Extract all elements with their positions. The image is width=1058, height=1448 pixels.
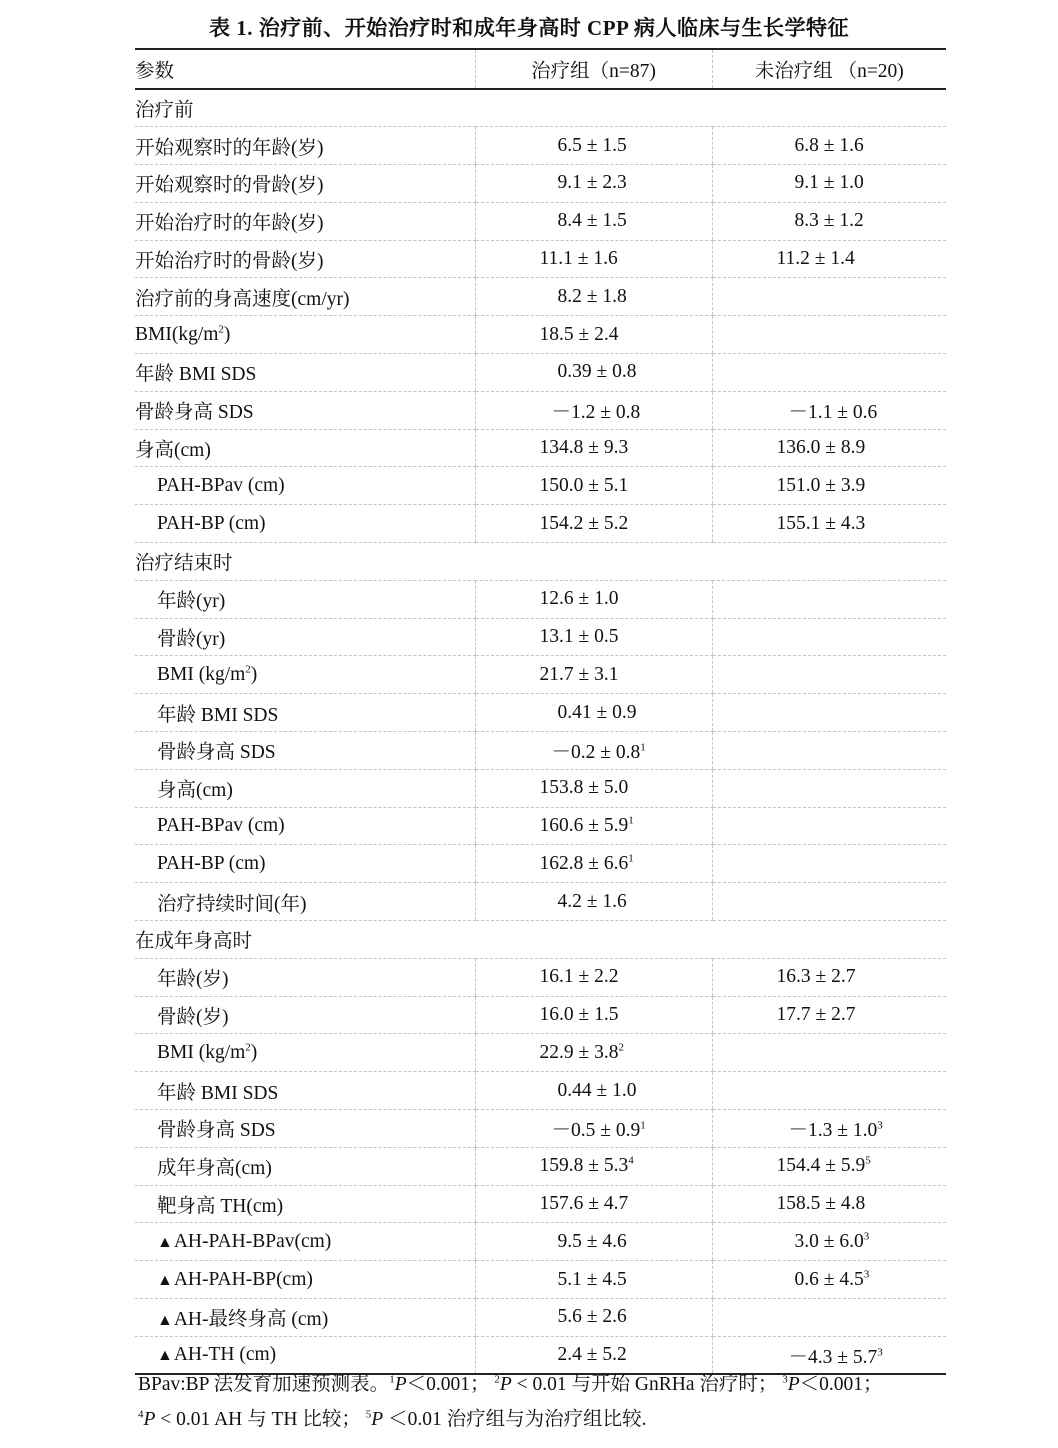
untreated-value-cell [712,316,946,354]
parameter-label: 年龄 BMI SDS [157,704,279,726]
value-superscript: 5 [865,1154,871,1167]
table-row [135,656,946,694]
treated-value-cell [475,1072,712,1110]
treated-value-cell [475,1261,712,1299]
parameter-label: BMI $(kg/m^2)$ [157,663,258,685]
untreated-value-cell [712,883,946,921]
parameter-label: AH-最终身高 (cm) [173,1309,329,1331]
section-row [135,89,946,127]
footnote-line-2: $^4$P < 0.01 AH 与 TH 比较； $^5$P ＜0.01 治疗组与为治疗组比较. [138,1408,647,1430]
untreated-value-cell [712,845,946,883]
parameter-cell [135,1223,475,1261]
value-text: 151.0 ± 3.9 [776,474,866,496]
value-text: 18.5 ± 2.4 [539,323,619,345]
value-text: 0.6 ± 4.5 [794,1268,864,1290]
untreated-value-cell [712,769,946,807]
table-row [135,618,946,656]
treated-value-cell [475,1223,712,1261]
parameter-cell [135,1110,475,1148]
table-row [135,732,946,770]
parameter-label: 骨龄身高 SDS [157,1120,276,1142]
untreated-value-cell [712,278,946,316]
untreated-value-cell [712,1261,946,1299]
value-text: 13.1 ± 0.5 [539,626,619,648]
parameter-cell [135,1299,475,1337]
parameter-label: 年龄(岁) [157,969,229,991]
parameter-label: 骨龄身高 SDS [157,742,276,764]
parameter-label: 身高(cm) [135,440,211,462]
untreated-value-cell [712,240,946,278]
parameter-label: 成年身高(cm) [157,1158,272,1180]
section-row [135,921,946,959]
treated-value-cell [475,127,712,165]
value-text: 0.44 ± 1.0 [557,1079,637,1101]
table-row [135,883,946,921]
table-row [135,316,946,354]
parameter-label: AH-PAH-BP(cm) [173,1268,313,1290]
value-superscript: 4 [628,1154,634,1167]
table-row [135,202,946,240]
parameter-cell [135,694,475,732]
value-text: 2.4 ± 5.2 [557,1343,627,1365]
value-text: －1.2 ± 0.8 [551,402,641,424]
table-row [135,429,946,467]
value-text: 8.2 ± 1.8 [557,285,627,307]
value-text: 136.0 ± 8.9 [776,437,866,459]
treated-value-cell [475,278,712,316]
value-text: 6.5 ± 1.5 [557,134,627,156]
parameter-cell [135,202,475,240]
parameter-cell [135,1034,475,1072]
parameter-label: PAH-BP (cm) [157,512,266,534]
table-row [135,1034,946,1072]
table-row [135,1110,946,1148]
table-row [135,694,946,732]
delta-triangle-icon: ▲ [157,1312,173,1330]
value-text: 8.4 ± 1.5 [557,210,627,232]
table-row [135,391,946,429]
untreated-value-cell [712,391,946,429]
value-text: 150.0 ± 5.1 [539,474,629,496]
value-text: 22.9 ± 3.8 [539,1041,619,1063]
untreated-value-cell [712,127,946,165]
value-text: 155.1 ± 4.3 [776,512,866,534]
parameter-cell [135,1185,475,1223]
value-text: 11.1 ± 1.6 [539,248,618,270]
value-text: 12.6 ± 1.0 [539,588,619,610]
treated-value-cell [475,580,712,618]
value-text: 16.1 ± 2.2 [539,966,619,988]
untreated-value-cell [712,732,946,770]
value-superscript: 3 [863,1268,870,1281]
untreated-value-cell [712,807,946,845]
parameter-cell [135,958,475,996]
delta-triangle-icon: ▲ [157,1271,173,1289]
treated-value-cell [475,202,712,240]
table-row [135,996,946,1034]
value-text: 5.6 ± 2.6 [557,1306,627,1328]
value-text: 4.2 ± 1.6 [557,890,627,912]
treated-value-cell [475,958,712,996]
untreated-value-cell [712,1072,946,1110]
value-text: 160.6 ± 5.9 [539,815,629,837]
table-title: 表 1. 治疗前、开始治疗时和成年身高时 CPP 病人临床与生长学特征 [209,16,849,40]
table-row [135,1072,946,1110]
parameter-cell [135,883,475,921]
untreated-value-cell [712,656,946,694]
parameter-label: 开始观察时的骨龄(岁) [135,175,324,197]
delta-triangle-icon: ▲ [157,1233,173,1251]
value-text: 157.6 ± 4.7 [539,1193,629,1214]
parameter-label: PAH-BPav (cm) [157,815,285,837]
section-label: 在成年身高时 [135,921,946,959]
value-text: －1.3 ± 1.0 [788,1120,878,1142]
parameter-cell [135,505,475,543]
parameter-cell [135,1261,475,1299]
header-parameter: 参数 [135,49,475,89]
value-text: 17.7 ± 2.7 [776,1004,856,1026]
value-text: －4.3 ± 5.7 [788,1346,878,1368]
treated-value-cell [475,732,712,770]
parameter-label: 开始治疗时的骨龄(岁) [135,251,324,273]
treated-value-cell [475,996,712,1034]
parameter-label: AH-TH (cm) [173,1343,277,1365]
value-superscript: 1 [640,741,646,754]
untreated-value-cell [712,505,946,543]
value-text: －1.1 ± 0.6 [788,402,878,424]
table-row [135,807,946,845]
parameter-label: 靶身高 TH(cm) [157,1196,284,1217]
parameter-label: 开始治疗时的年龄(岁) [135,213,324,235]
value-superscript: 3 [877,1346,883,1359]
untreated-value-cell [712,694,946,732]
section-row [135,543,946,581]
value-text: 9.5 ± 4.6 [557,1230,627,1252]
treated-value-cell [475,1299,712,1337]
value-text: 11.2 ± 1.4 [776,248,855,270]
value-superscript: 1 [640,1119,646,1132]
value-text: 9.1 ± 2.3 [557,172,627,194]
parameter-cell [135,807,475,845]
value-text: 5.1 ± 4.5 [557,1268,627,1290]
parameter-label: 骨龄(岁) [157,1007,229,1029]
table-row [135,1185,946,1223]
parameter-label: 身高(cm) [157,780,233,802]
value-superscript: 1 [628,814,634,827]
table-row [135,505,946,543]
treated-value-cell [475,883,712,921]
untreated-value-cell [712,1185,946,1223]
parameter-label: 年龄(yr) [157,591,226,613]
treated-value-cell [475,316,712,354]
treated-value-cell [475,240,712,278]
parameter-cell [135,1147,475,1185]
untreated-value-cell [712,467,946,505]
parameter-cell [135,769,475,807]
treated-value-cell [475,429,712,467]
value-text: 21.7 ± 3.1 [539,663,619,685]
value-text: 159.8 ± 5.3 [539,1155,629,1177]
untreated-value-cell [712,1034,946,1072]
untreated-value-cell [712,618,946,656]
treated-value-cell [475,845,712,883]
value-text: 6.8 ± 1.6 [794,134,864,156]
parameter-label: $BMI(kg/m^2)$ [135,323,231,345]
delta-triangle-icon: ▲ [157,1346,173,1364]
parameter-cell [135,732,475,770]
untreated-value-cell [712,1110,946,1148]
treated-value-cell [475,656,712,694]
table-row [135,1147,946,1185]
value-text: 134.8 ± 9.3 [539,437,629,459]
parameter-label: AH-PAH-BPav(cm) [173,1230,332,1252]
treated-value-cell [475,467,712,505]
table-row [135,580,946,618]
parameter-cell [135,580,475,618]
table-row [135,278,946,316]
table-row [135,1299,946,1337]
header-row [135,49,946,89]
value-superscript: 1 [628,852,634,865]
parameter-label: 年龄 BMI SDS [135,364,257,386]
section-label: 治疗前 [135,89,946,127]
section-label: 治疗结束时 [135,543,946,581]
value-text: 9.1 ± 1.0 [794,172,864,194]
value-text: 154.4 ± 5.9 [776,1155,866,1177]
value-text: 3.0 ± 6.0 [794,1230,864,1252]
treated-value-cell [475,391,712,429]
parameter-label: 治疗持续时间(年) [157,893,307,915]
parameter-cell [135,165,475,203]
value-text: 158.5 ± 4.8 [776,1193,866,1214]
table-row [135,467,946,505]
untreated-value-cell [712,1147,946,1185]
parameter-cell [135,467,475,505]
treated-value-cell [475,505,712,543]
parameter-label: 治疗前的身高速度(cm/yr) [135,288,350,310]
value-text: 16.3 ± 2.7 [776,966,856,988]
table-row [135,127,946,165]
parameter-cell [135,618,475,656]
value-text: 153.8 ± 5.0 [539,777,629,799]
value-superscript: 3 [877,1119,883,1132]
parameter-cell [135,240,475,278]
value-superscript: 3 [863,1230,870,1243]
value-text: －0.5 ± 0.9 [551,1120,641,1142]
header-untreated-group: 未治疗组 （n=20) [712,49,946,89]
parameter-label: BMI $(kg/m^2)$ [157,1041,258,1063]
value-text: 154.2 ± 5.2 [539,512,629,534]
table-row [135,1261,946,1299]
parameter-label: 年龄 BMI SDS [157,1082,279,1104]
value-text: 8.3 ± 1.2 [794,210,864,232]
parameter-cell [135,354,475,392]
untreated-value-cell [712,580,946,618]
value-text: －0.2 ± 0.8 [551,742,641,764]
value-text: 0.39 ± 0.8 [557,361,637,383]
treated-value-cell [475,618,712,656]
treated-value-cell [475,1147,712,1185]
value-text: 162.8 ± 6.6 [539,852,629,874]
treated-value-cell [475,165,712,203]
treated-value-cell [475,1185,712,1223]
parameter-label: 开始观察时的年龄(岁) [135,137,324,159]
parameter-cell [135,316,475,354]
parameter-label: PAH-BP (cm) [157,852,266,874]
parameter-cell [135,127,475,165]
value-text: 0.41 ± 0.9 [557,701,637,723]
table-row [135,769,946,807]
table-row [135,845,946,883]
untreated-value-cell [712,165,946,203]
parameter-label: 骨龄身高 SDS [135,402,254,424]
table-row [135,240,946,278]
untreated-value-cell [712,958,946,996]
footnote-line-1: BPav:BP 法发育加速预测表。$^1$P＜0.001； $^2$P < 0.01 与开始 GnRHa 治疗时； $^3$P＜0.001； [138,1373,883,1395]
untreated-value-cell [712,1223,946,1261]
parameter-cell [135,1072,475,1110]
parameter-cell [135,656,475,694]
untreated-value-cell [712,1299,946,1337]
parameter-cell [135,429,475,467]
treated-value-cell [475,1110,712,1148]
table-row [135,354,946,392]
untreated-value-cell [712,202,946,240]
treated-value-cell [475,1034,712,1072]
parameter-label: PAH-BPav (cm) [157,474,285,496]
treated-value-cell [475,694,712,732]
value-superscript: 2 [618,1041,624,1054]
untreated-value-cell [712,429,946,467]
table-row [135,1223,946,1261]
parameter-label: 骨龄(yr) [157,629,226,651]
clinical-characteristics-table [135,48,946,1375]
treated-value-cell [475,354,712,392]
untreated-value-cell [712,354,946,392]
value-text: 16.0 ± 1.5 [539,1004,619,1026]
treated-value-cell [475,769,712,807]
parameter-cell [135,278,475,316]
table-row [135,165,946,203]
table-row [135,958,946,996]
untreated-value-cell [712,996,946,1034]
treated-value-cell [475,807,712,845]
parameter-cell [135,996,475,1034]
parameter-cell [135,845,475,883]
header-treated-group: 治疗组（n=87) [475,49,712,89]
parameter-cell [135,391,475,429]
